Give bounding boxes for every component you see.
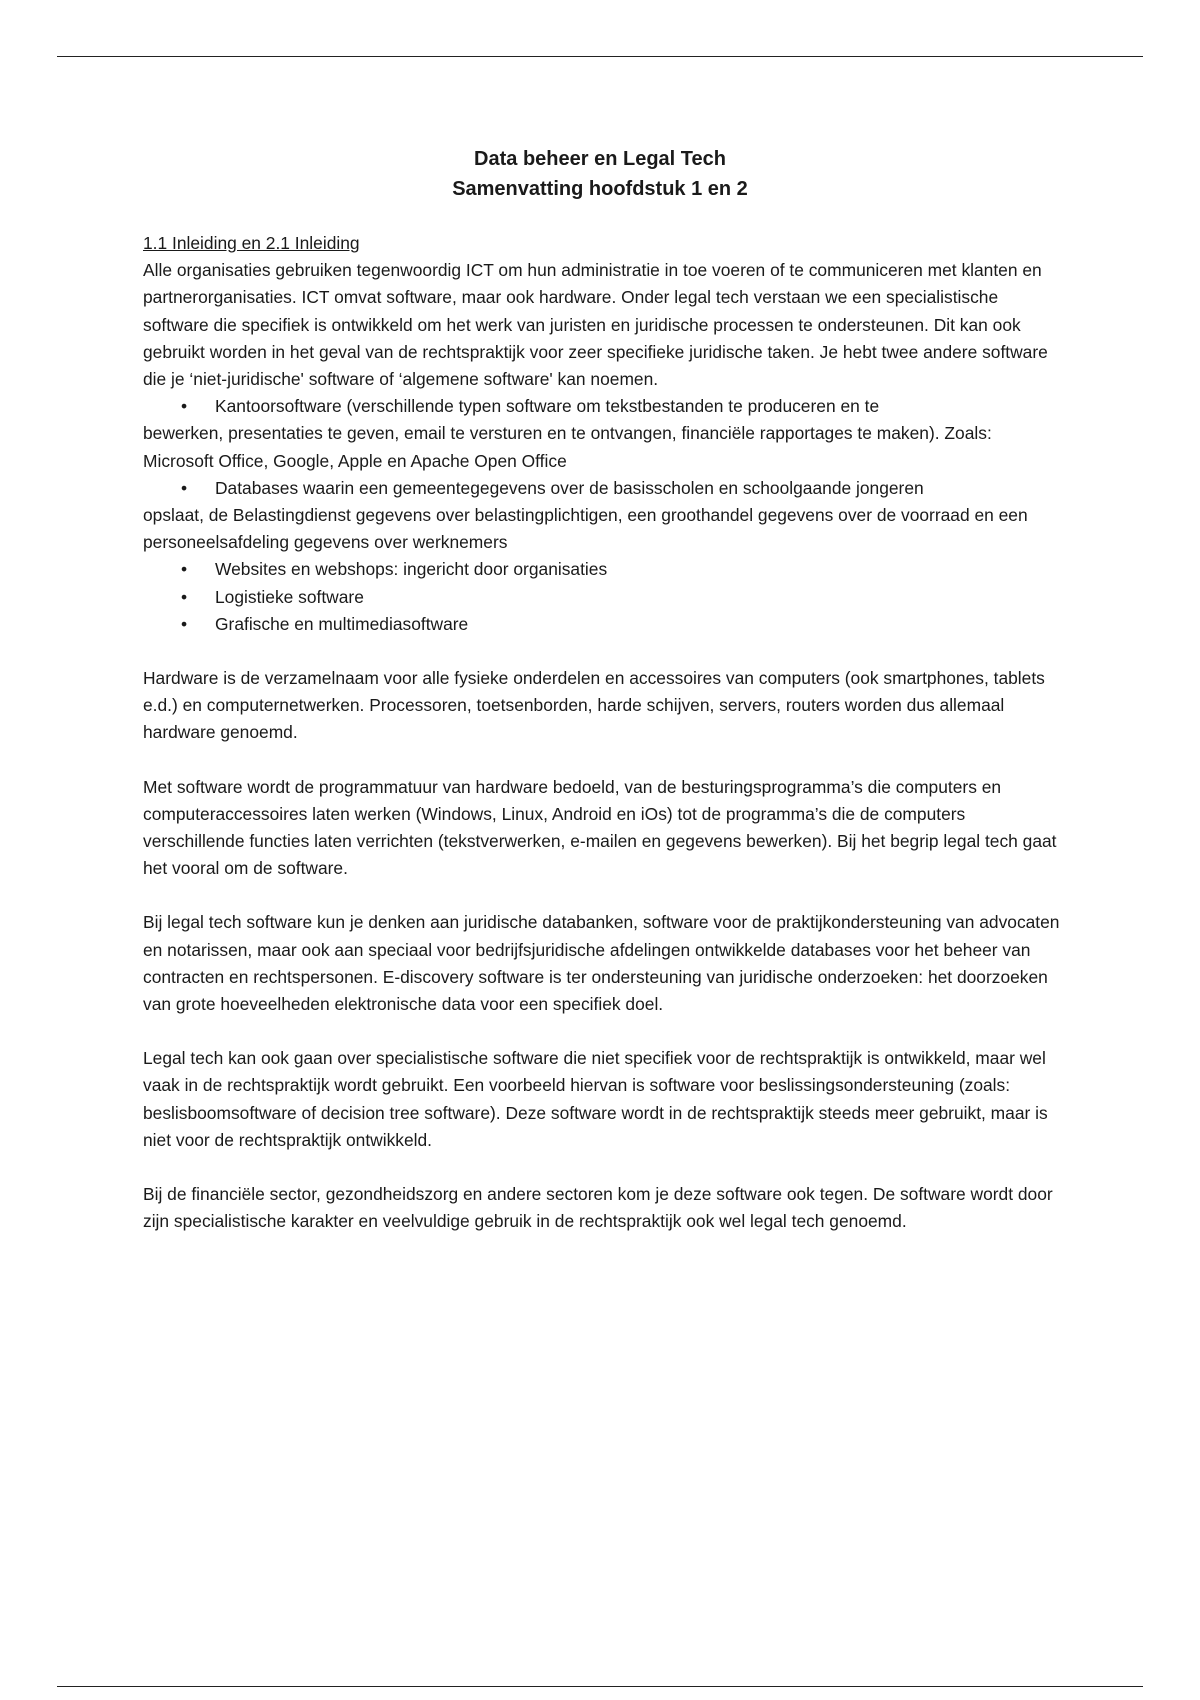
list-item-first-line: Logistieke software: [215, 586, 364, 607]
list-item: [143, 584, 1063, 611]
bullet-icon: •: [181, 396, 188, 417]
list-item-first-line: Grafische en multimediasoftware: [215, 613, 469, 634]
paragraph-spacer: [143, 638, 1063, 665]
paragraph-other-sectors: Bij de financiële sector, gezondheidszorg en andere sectoren kom je deze software ook tegen. De software wordt door zijn specialistische karakter en veelvuldige gebruik in de rechtspraktijk ook wel legal tech genoemd.: [143, 1184, 1053, 1232]
bullet-icon: •: [181, 477, 188, 498]
section-heading: 1.1 Inleiding en 2.1 Inleiding: [143, 233, 360, 253]
intro-paragraph: Alle organisaties gebruiken tegenwoordig ICT om hun administratie in toe voeren of te communiceren met klanten en partnerorganisaties. ICT omvat software, maar ook hardware. Onder legal tech verstaan we een specialistische software die specifiek is ontwikkeld om het werk van juristen en juridische processen te ondersteunen. Dit kan ook gebruikt worden in het geval van de rechtspraktijk voor zeer specifieke juridische taken. Je hebt twee andere software die je ‘niet-juridische' software of ‘algemene software' kan noemen.: [143, 260, 1048, 390]
document-title: [0, 144, 1200, 204]
list-item: [143, 611, 1063, 638]
paragraph-legal-tech-software: Bij legal tech software kun je denken aan juridische databanken, software voor de praktijkondersteuning van advocaten en notarissen, maar ook aan speciaal voor bedrijfsjuridische afdelingen ontwikkelde databases voor het beheer van contracten en rechtspersonen. E-discovery software is ter ondersteuning van juridische onderzoeken: het doorzoeken van grote hoeveelheden elektronische data voor een specifiek doel.: [143, 912, 1060, 1015]
bullet-icon: •: [181, 613, 188, 634]
list-item-first-line: Kantoorsoftware (verschillende typen software om tekstbestanden te produceren en te: [215, 396, 880, 417]
paragraph-hardware: Hardware is de verzamelnaam voor alle fysieke onderdelen en accessoires van computers (ook smartphones, tablets e.d.) en computernetwerken. Processoren, toetsenborden, harde schijven, servers, routers worden dus allemaal hardware genoemd.: [143, 668, 1045, 743]
bullet-list: [143, 393, 1063, 638]
paragraph-specialist-software: Legal tech kan ook gaan over specialistische software die niet specifiek voor de rechtspraktijk is ontwikkeld, maar wel vaak in de rechtspraktijk wordt gebruikt. Een voorbeeld hiervan is software voor beslissingsondersteuning (zoals: beslisboomsoftware of decision tree software). Deze software wordt in de rechtspraktijk steeds meer gebruikt, maar is niet voor de rechtspraktijk ontwikkeld.: [143, 1048, 1048, 1150]
paragraph-spacer: [143, 882, 1063, 909]
bullet-icon: •: [181, 559, 188, 580]
paragraph-spacer: [143, 1154, 1063, 1181]
list-item: [143, 475, 1063, 557]
list-item-first-line: Websites en webshops: ingericht door organisaties: [215, 559, 608, 580]
paragraph-spacer: [143, 747, 1063, 774]
title-line-2: Samenvatting hoofdstuk 1 en 2: [452, 178, 748, 200]
list-item-first-line: Databases waarin een gemeentegegevens over de basisscholen en schoolgaande jongeren: [215, 477, 924, 498]
bullet-icon: •: [181, 586, 188, 607]
list-item: [143, 556, 1063, 583]
paragraph-spacer: [143, 1018, 1063, 1045]
list-item-continuation: opslaat, de Belastingdienst gegevens over belastingplichtigen, een groothandel gegevens over de voorraad en een personeelsafdeling gegevens over werknemers: [143, 505, 1028, 553]
top-rule: [57, 56, 1143, 57]
document-body: [143, 230, 1063, 1236]
list-item: [143, 393, 1063, 475]
title-line-1: Data beheer en Legal Tech: [474, 148, 726, 170]
paragraph-software: Met software wordt de programmatuur van hardware bedoeld, van de besturingsprogramma’s die computers en computeraccessoires laten werken (Windows, Linux, Android en iOs) tot de programma’s die de computers verschillende functies laten verrichten (tekstverwerken, e-mailen en gegevens bewerken). Bij het begrip legal tech gaat het vooral om de software.: [143, 776, 1057, 879]
bottom-rule: [57, 1686, 1143, 1687]
list-item-continuation: bewerken, presentaties te geven, email te versturen en te ontvangen, financiële rapportages te maken). Zoals: Microsoft Office, Google, Apple en Apache Open Office: [143, 423, 992, 471]
